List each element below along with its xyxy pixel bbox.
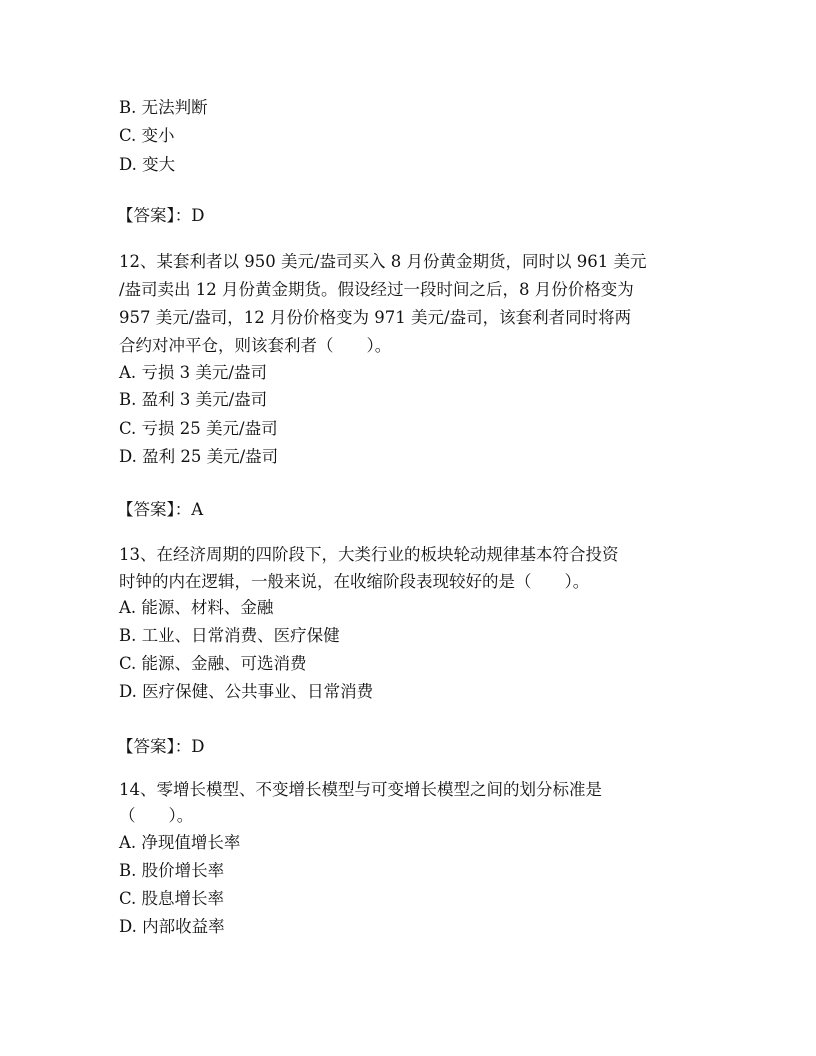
question-12-option-d: D. 盈利 25 美元/盎司 (119, 447, 279, 466)
question-13-option-c: C. 能源、金融、可选消费 (119, 654, 307, 673)
question-13-option-b: B. 工业、日常消费、医疗保健 (119, 626, 340, 645)
question-12-stem-line: 12、某套利者以 950 美元/盎司买入 8 月份黄金期货，同时以 961 美元 (119, 252, 647, 271)
question-12-stem-line: 合约对冲平仓，则该套利者（ ）。 (119, 336, 392, 355)
answer-label: 【答案】：D (117, 206, 205, 225)
question-12-option-b: B. 盈利 3 美元/盎司 (119, 390, 268, 409)
question-12-option-a: A. 亏损 3 美元/盎司 (119, 363, 267, 382)
question-13-stem-line: 13、在经济周期的四阶段下，大类行业的板块轮动规律基本符合投资 (119, 545, 619, 564)
question-14-option-d: D. 内部收益率 (119, 917, 225, 936)
question-14-stem-line: 14、零增长模型、不变增长模型与可变增长模型之间的划分标准是 (119, 780, 602, 799)
question-14-option-b: B. 股价增长率 (119, 861, 225, 880)
question-14-option-a: A. 净现值增长率 (119, 833, 241, 852)
option-d: D. 变大 (119, 155, 176, 174)
question-13-option-a: A. 能源、材料、金融 (119, 598, 274, 617)
question-12-answer: 【答案】：A (117, 500, 204, 519)
question-13-option-d: D. 医疗保健、公共事业、日常消费 (119, 682, 374, 701)
option-b: B. 无法判断 (119, 98, 208, 117)
question-12-stem-line: 957 美元/盎司，12 月份价格变为 971 美元/盎司，该套利者同时将两 (119, 308, 632, 327)
question-14-option-c: C. 股息增长率 (119, 889, 225, 908)
question-13-answer: 【答案】：D (117, 737, 205, 756)
question-14-stem-line: （ ）。 (119, 806, 194, 825)
question-12-option-c: C. 亏损 25 美元/盎司 (119, 419, 278, 438)
question-13-stem-line: 时钟的内在逻辑，一般来说，在收缩阶段表现较好的是（ ）。 (119, 572, 590, 591)
question-12-stem-line: /盎司卖出 12 月份黄金期货。假设经过一段时间之后，8 月份价格变为 (119, 280, 634, 299)
option-c: C. 变小 (119, 126, 175, 145)
